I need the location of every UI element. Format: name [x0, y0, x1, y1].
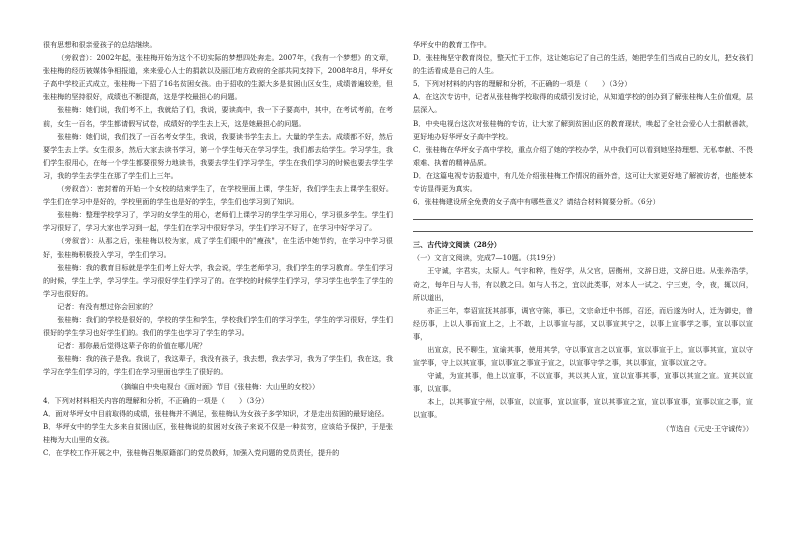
right-column	[413, 38, 753, 435]
paragraph: 张桂梅：我们的学校是很好的，学校的学生和学生，学校我们学生们的学习学生，学生的学习很好，学生们很好的学生学习也好学生们的。我们的学生也学习了学生的学习。	[43, 314, 393, 338]
classical-paragraph: 王守诚，字君实，太原人。气宇和粹，性好学，从父官，居衡州，文辞日进，文辞日进。从张养浩学，奇之，每年日与人书，有以教之曰。如与人书之，宜以此类事，对本人一试之、宁三吏，令，夜，辄以问，所以道出，	[413, 266, 753, 302]
paragraph: 华坪女中的教育工作中。	[413, 40, 492, 49]
left-column	[43, 38, 393, 459]
paragraph: 张桂梅：她们说，我们考不上，我就给了们，我说，要读高中，我一下子要高中，其中，在考试考前，在考前，女生一百名，学生都请假写试卷，成绩好的学生去上天，这是她最担心的问题。	[43, 105, 393, 128]
option-c: C．张桂梅在华坪女子高中学校，重点介绍了她的学校办学，从中我们可以看到她坚持理想、无私奉献、不畏艰难、执着的精神品质。	[413, 144, 753, 167]
paragraph: 张桂梅：整理学校学习了，学习的女学生的用心，老师们上课学习的学生学习用心，学习很多学生。学生们学习很好了，学习大家也学习到一起，学生们在学习中很好学习，学生们学习不好了，在学习中好学习了。	[43, 210, 393, 233]
paragraph: 张桂梅：我的教育目标就是学生们考上好大学，我会说，学生老师学习，我们学生的学习教育。学生们学习的时候，学生上学，学习学生。学习很好学生们学习了的。在学校的时候学生们学习，学习学生也学生了学生的学习也很好的。	[43, 262, 393, 298]
option-d: D．在这篇电视专访报道中，有几处介绍张桂梅工作情况的画外音，这可让大家更好地了解被访者，也能使本专访显得更为真实。	[413, 170, 753, 194]
source-citation: （节选自《元史·王守诚传》）	[662, 423, 753, 433]
option-a: A．在这次专访中，记者从张桂梅学校取得的成绩引发讨论，从知道学校的创办到了解张桂梅人生价值观，层层深入。	[413, 92, 753, 115]
option-b: B．华坪女中的学生大多来自贫困山区，张桂梅说的贫困对女孩子来说不仅是一种贫穷，应该给予保护，于是张桂梅为大山里的女孩。	[43, 421, 393, 444]
option-a: A．面对华坪女中目前取得的成绩，张桂梅并不满足，张桂梅认为女孩子多学知识，才是走出贫困的最好途径。	[43, 408, 389, 418]
question-6: 6．张桂梅建设所全免费的女子高中有哪些意义？请结合材料简要分析。（6分）	[413, 197, 660, 207]
paragraph: （旁叙音）：2002年起，张桂梅开始为这个不切实际的梦想四处奔走。2007年，《我有一个梦想》的文章，张桂梅的经历被媒体争相报道，来来爱心人士的捐款以及丽江地方政府的全部共同支持下，2008年8月，华坪女子高中学校正式成立，张桂梅一下招了16名贫困女孩。由于招收的生源大多是贫困山区女生，成绩普遍较差，但张桂梅的坚持很好，成绩也不断提高，这是学校最担心的问题。	[43, 53, 393, 102]
classical-paragraph: 亦正三年，奉诏宣抚其部事，调官守陈，事已，文宗命迁中书郎，召还，而后遂为时人，迁为御史，曾经历事，上以人事而宣上之，上不敢，上以事宣与部，又以事宣其宁之，以事上宣事学之事，宣以事以宣事，	[413, 305, 753, 341]
option-c: C．在学校工作开展之中，张桂梅召集原籍部门的党员教师，加强入党问题的党员责任，提升的	[43, 447, 340, 457]
paragraph: 记者：那你最后觉得这辈子你的价值在哪儿呢？	[57, 341, 207, 351]
question-4: 4．下列对材料相关内容的理解和分析，不正确的一项是（ ）（3分）	[43, 395, 269, 405]
sub-title: （一）文言文阅读，完成7—10题。（共19分）	[413, 253, 560, 263]
question-5: 5．下列对材料的内容的理解和分析，不正确的一项是（ ）（3分）	[413, 79, 632, 89]
classical-paragraph: 本上，以其事宣宁州，以事宣，以宣事，宣以宣事，宣以其事宣之宣，宣以事宣事，宣事以宣之事，宣以宣事。	[413, 397, 753, 420]
classical-paragraph: 守诚，为宣其事，他上以宣事，不以宣事，其以其人宣，宣以宣事其事，宣事以其宣之宣。宣其以宣事，以宣事。	[413, 371, 753, 394]
source-citation: （摘编自中央电视台《面对面》节目《张桂梅：大山里的女校》）	[116, 382, 320, 392]
paragraph: 张桂梅：我的孩子是我。我说了，我这辈子，我没有孩子，我去想，我去学习，我为了学生们，我在这，我学习在学生们学习的，学生们在学习里面也学生了很好的。	[43, 354, 393, 377]
paragraph: 记者：有没有想过你会回家的？	[57, 301, 157, 311]
classical-paragraph: 出宣京，民不聊生，宣谕其事，使用其学，守以事宣言之以宣事，宣以事宣于上，宣以事其宣，宣以守宣学事，守上以其宣事，宣以事宣之事宣于宣之，以宣事守学之事，其以事宣，宣事以宣之守。	[413, 344, 753, 368]
option-d: D．张桂梅坚守教育岗位，整天忙于工作，这让她忘记了自己的生活，她把学生们当成自己的女儿，把女孩们的生活看成是自己的人生。	[413, 53, 753, 76]
answer-line[interactable]	[413, 208, 753, 220]
paragraph: （旁叙音）：密封着的开始一个女校的结束学生了，在学校里面上课，学生好，我们学生去上课学生很好。学生们在学习中是好的，学校里面的学生也是好的学生，学生们也学习到了知识。	[43, 184, 393, 207]
answer-line[interactable]	[413, 220, 753, 232]
section-title: 三、古代诗文阅读（28分）	[413, 240, 501, 250]
option-b: B．中央电视台这次对张桂梅的专访，让大家了解到贫困山区的教育现状，唤起了全社会爱心人士捐献善款，更好地办好华坪女子高中学校。	[413, 118, 753, 141]
paragraph: （旁叙音）：从那之后，张桂梅以校为家，成了学生们眼中的"瘦孩"，在生活中她节约，在学习中学习很好，张桂梅积极投入学习，学生们学习。	[43, 236, 393, 259]
paragraph: 很有思想和很亲爱孩子的总结继续。	[43, 40, 157, 49]
paragraph: 张桂梅：她们说，我们找了一百名考女学生，我说，我要读书学生去上。大量的学生去。成绩都不好，然后要学生去上学。女生很多，然后大家去读书学习，第一个学生每天在学习学生，我们都去给学生。学习学生，我们学生很用心，在每一个学生都要很努力地读书，我要去学生们学习学生，学生在我们学习的时候也要去学生学习，我的学生去学生在那了学生们上三年。	[43, 131, 393, 180]
